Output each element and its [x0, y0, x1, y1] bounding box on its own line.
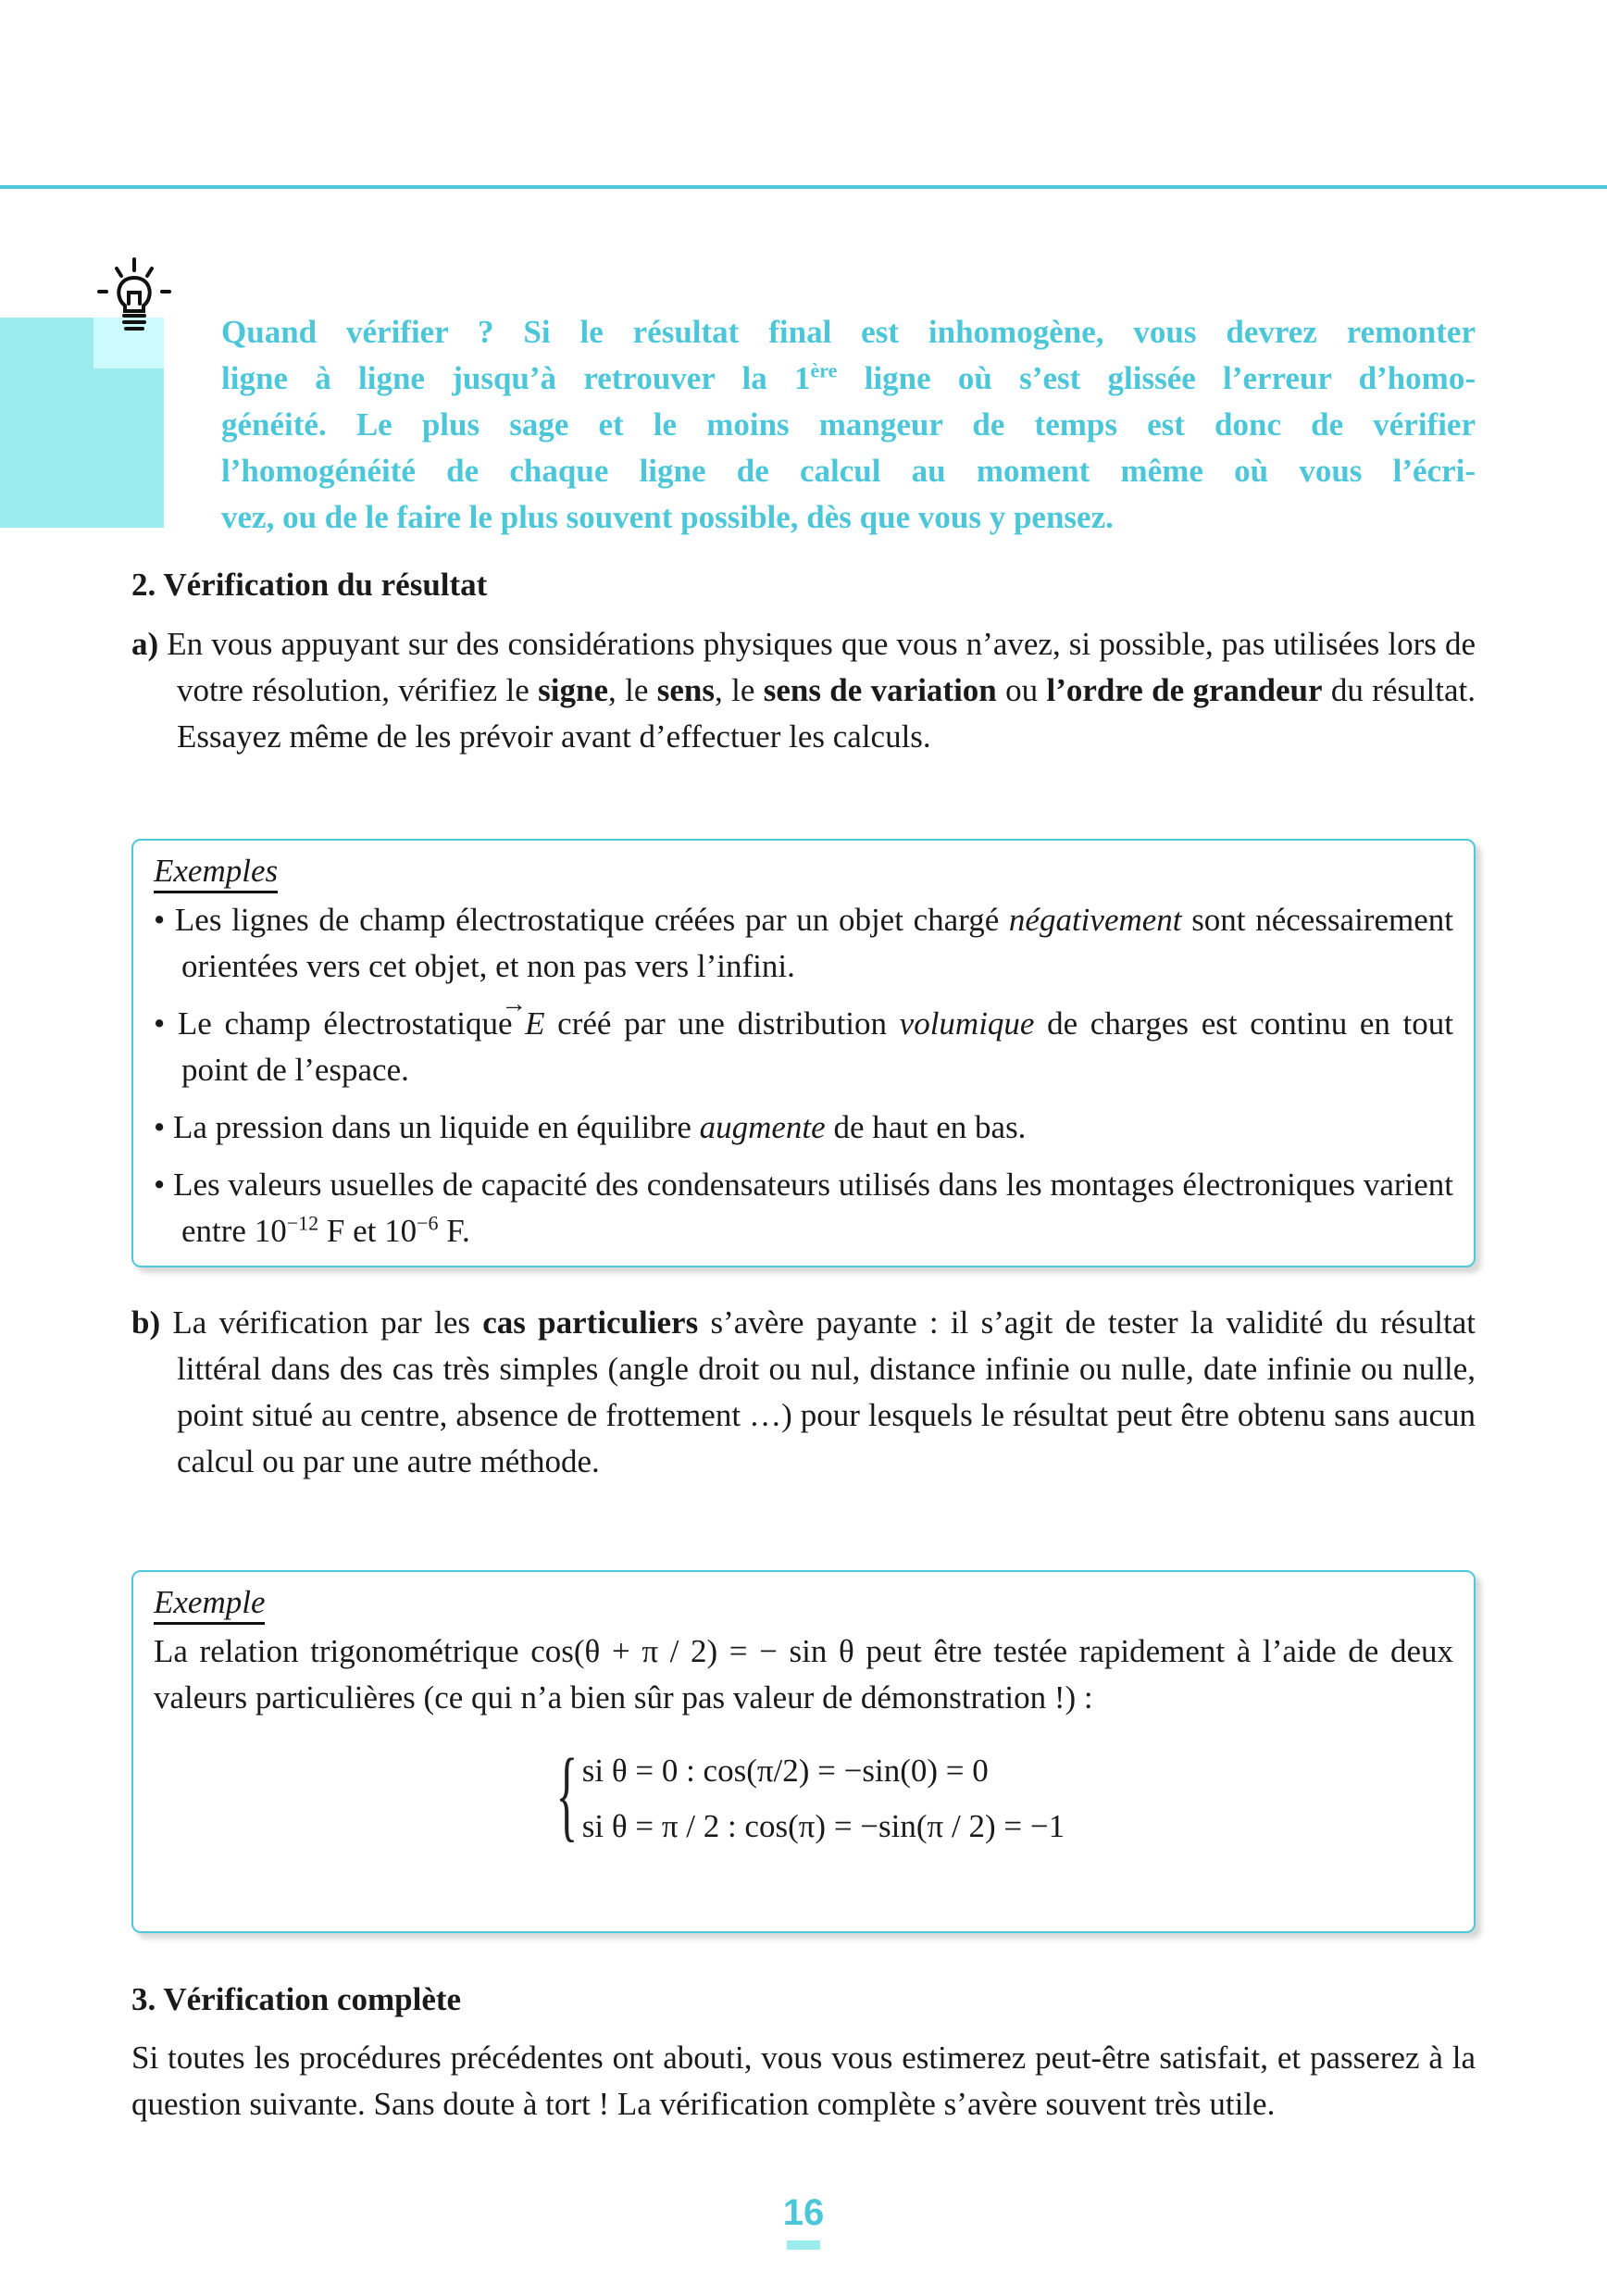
text: s’avère payante : il s’agit de tester la validité du résultat littéral dans des cas très simples (angle droit ou nul, distance infinie ou nulle, date infinie ou nulle, point situé au centre, absence de frottement …) pour lesquels le résultat peut être obtenu sans aucun calcul ou par une autre méthode. [177, 1304, 1476, 1479]
text: La vérification par les [160, 1304, 483, 1341]
equation-line: si θ = π / 2 : cos(π) = −sin(π / 2) = −1 [581, 1808, 1065, 1844]
section-3-heading: 3. Vérification complète [131, 1981, 462, 2017]
paragraph-b [131, 1300, 1476, 1485]
text: • Les lignes de champ électrostatique créées par un objet chargé [154, 902, 1009, 938]
text: ou [996, 672, 1047, 708]
example-item [154, 1162, 1453, 1254]
bold-term: sens de variation [763, 672, 997, 708]
bold-term: signe [538, 672, 609, 708]
lightbulb-icon [93, 257, 176, 341]
text: de haut en bas. [825, 1109, 1027, 1145]
example-text: La relation trigonométrique cos(θ + π / 2) = − sin θ peut être testée rapidement à l’aide de deux valeurs particulières (ce qui n’a bien sûr pas valeur de démonstration !) : [154, 1633, 1453, 1716]
example-item [154, 1104, 1453, 1151]
item-label: a) [131, 626, 159, 662]
tip-line: l’homogénéité de chaque ligne de calcul au moment même où vous l’écri- [221, 453, 1476, 489]
bold-term: sens [656, 672, 715, 708]
paragraph-a [131, 621, 1476, 760]
tip-text-segment: ligne à ligne jusqu’à retrouver la 1 [221, 360, 811, 396]
tip-line: Quand vérifier ? Si le résultat final est inhomogène, vous devrez remonter [221, 314, 1476, 350]
equation-line: si θ = 0 : cos(π/2) = −sin(0) = 0 [581, 1753, 989, 1789]
text: • La pression dans un liquide en équilibre [154, 1109, 700, 1145]
section-3-text: Si toutes les procédures précédentes ont abouti, vous vous estimerez peut-être satisfait, et passerez à la question suivante. Sans doute à tort ! La vérification complète s’avère souvent très utile. [131, 2040, 1476, 2122]
text: créé par une distribution [544, 1005, 900, 1042]
text: , le [715, 672, 764, 708]
tip-text-segment: ligne où s’est glissée l’erreur d’homo- [837, 360, 1476, 396]
exponent: −12 [286, 1211, 319, 1235]
superscript: ère [810, 358, 838, 382]
equation-system [154, 1738, 1453, 1854]
tip-line [221, 356, 1476, 402]
text: du résultat. Essayez même de les prévoir avant d’effectuer les calculs. [177, 672, 1476, 755]
brace: { [555, 1738, 579, 1851]
italic-term: volumique [899, 1005, 1035, 1042]
section-2-heading: 2. Vérification du résultat [131, 567, 488, 603]
bold-term: cas particuliers [482, 1304, 699, 1341]
exponent: −6 [417, 1211, 439, 1235]
text: • Les valeurs usuelles de capacité des condensateurs utilisés dans les montages électroniques varient entre 10 [154, 1167, 1453, 1249]
text: de charges est continu en tout point de l’espace. [181, 1005, 1453, 1088]
text: sont nécessairement orientées vers cet objet, et non pas vers l’infini. [181, 902, 1453, 984]
page-number-bar [787, 2240, 820, 2250]
text: En vous appuyant sur des considérations physiques que vous n’avez, si possible, pas utilisées lors de votre résolution, vérifiez le [158, 626, 1476, 708]
example-item [154, 1001, 1453, 1093]
header-rule [0, 185, 1607, 189]
examples-box [131, 839, 1476, 1267]
example-item [154, 897, 1453, 990]
tip-line: généité. Le plus sage et le moins mangeur de temps est donc de vérifier [221, 406, 1476, 443]
tip-line: vez, ou de le faire le plus souvent possible, dès que vous y pensez. [221, 499, 1114, 535]
text: F. [438, 1213, 470, 1249]
text: , le [608, 672, 657, 708]
text: F et 10 [318, 1213, 417, 1249]
italic-term: augmente [699, 1109, 826, 1145]
italic-term: négativement [1008, 902, 1182, 938]
item-label: b) [131, 1304, 161, 1341]
example-title: Exemple [154, 1583, 265, 1625]
bold-term: l’ordre de grandeur [1046, 672, 1323, 708]
examples-title: Exemples [154, 852, 278, 893]
example-box [131, 1570, 1476, 1933]
page-number: 16 [782, 2192, 825, 2233]
text: • Le champ électrostatique [154, 1005, 526, 1042]
tip-text [221, 309, 1476, 541]
vector-symbol: → E [525, 1005, 544, 1042]
